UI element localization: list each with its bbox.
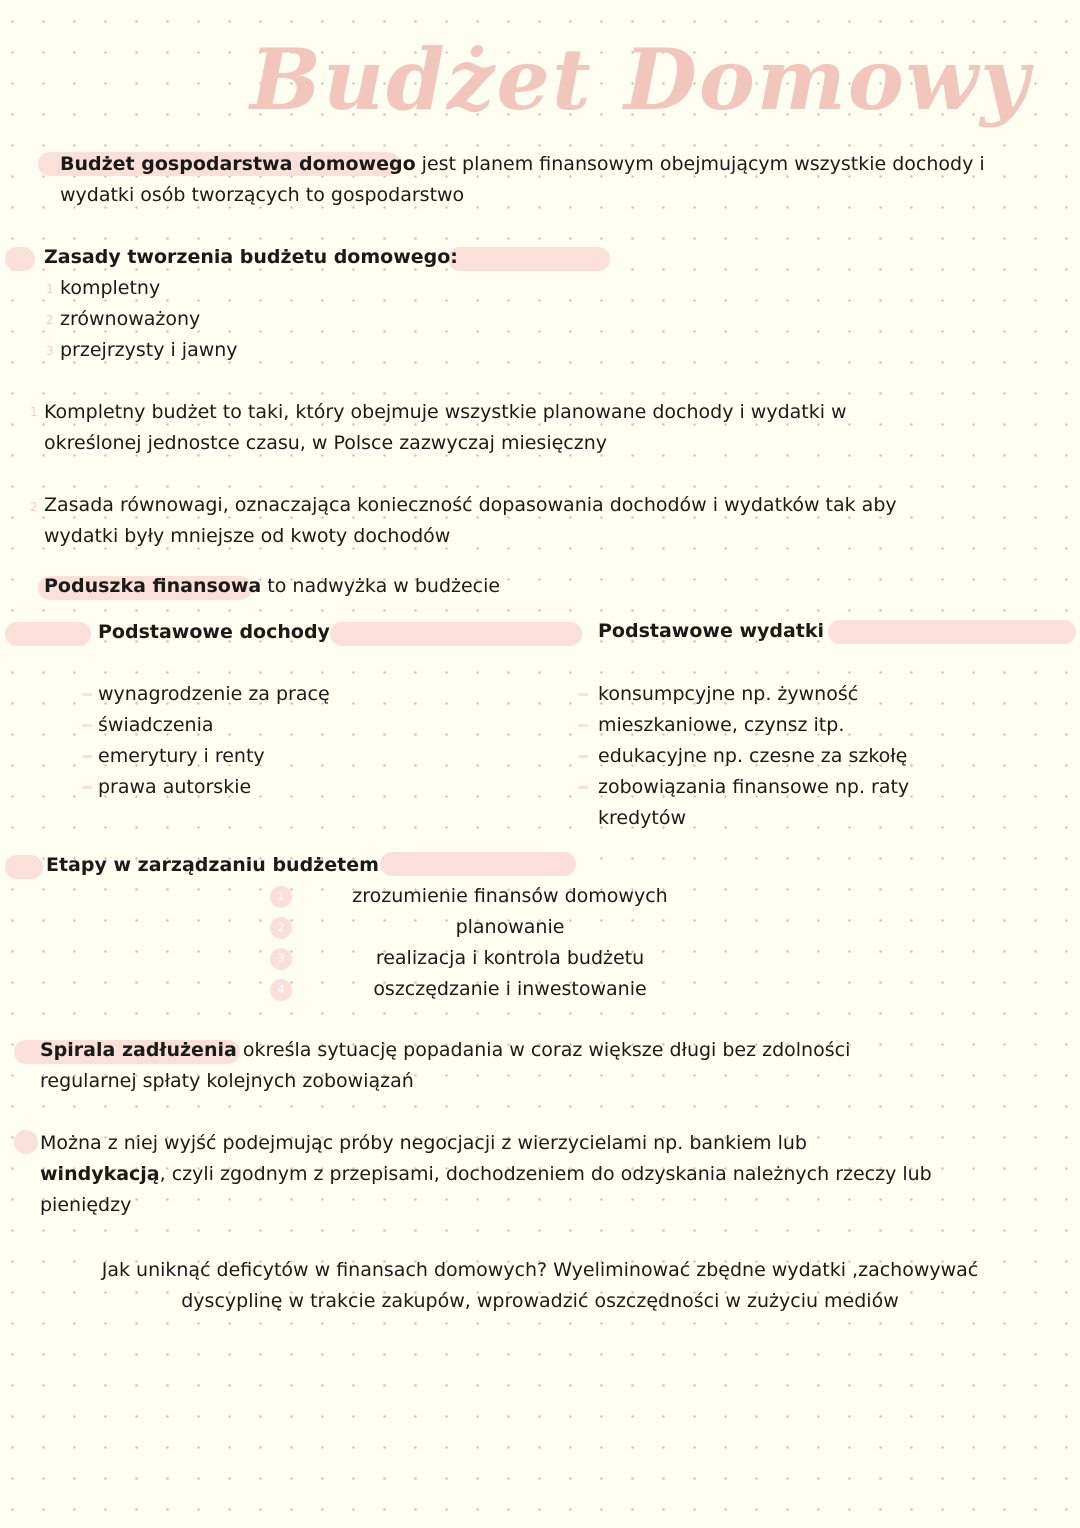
stage-item: realizacja i kontrola budżetu (375, 947, 645, 969)
dash (578, 693, 588, 696)
expense-item: edukacyjne np. czesne za szkołę (598, 745, 908, 767)
expense-item: zobowiązania finansowe np. raty (598, 776, 910, 798)
complete-line2: określonej jednostce czasu, w Polsce zazwyczaj miesięczny (44, 432, 608, 454)
spiral-line1 (40, 1035, 850, 1066)
highlight (5, 855, 43, 879)
dash (578, 786, 588, 789)
marker: 1 (30, 405, 38, 419)
exit-line2 (40, 1159, 932, 1190)
balance-line1: Zasada równowagi, oznaczająca konieczność dopasowania dochodów i wydatków tak aby (44, 494, 897, 516)
stage-item: zrozumienie finansów domowych (352, 885, 668, 907)
marker: 2 (30, 500, 38, 514)
income-item: prawa autorskie (98, 776, 252, 798)
highlight (828, 620, 1076, 644)
spiral-term: Spirala zadłużenia (40, 1039, 237, 1061)
highlight (5, 622, 91, 646)
balance-line2: wydatki były mniejsze od kwoty dochodów (44, 525, 451, 547)
dash (82, 755, 92, 758)
income-item: emerytury i renty (98, 745, 265, 767)
income-item: świadczenia (98, 714, 214, 736)
step-number: 2 (270, 917, 292, 939)
dash (578, 724, 588, 727)
expenses-heading: Podstawowe wydatki (598, 620, 825, 642)
cushion-term: Poduszka finansowa (44, 575, 262, 597)
principle-item: przejrzysty i jawny (60, 339, 238, 361)
spiral-text: określa sytuację popadania w coraz większe długi bez zdolności (236, 1039, 851, 1061)
deficit-line1: Jak uniknąć deficytów w finansach domowych? Wyeliminować zbędne wydatki ,zachowywać (101, 1259, 979, 1281)
highlight (5, 247, 35, 271)
principles-heading: Zasady tworzenia budżetu domowego: (44, 246, 458, 268)
marker: 1 (46, 282, 54, 296)
exit-line3: pieniędzy (40, 1194, 132, 1216)
principle-item: zrównoważony (60, 308, 201, 330)
page-title: Budżet Domowy (250, 30, 1031, 129)
cushion-text: to nadwyżka w budżecie (261, 575, 501, 597)
definition-line2: wydatki osób tworzących to gospodarstwo (60, 184, 465, 206)
dash (82, 724, 92, 727)
spiral-line2: regularnej spłaty kolejnych zobowiązań (40, 1070, 414, 1092)
step-number: 4 (270, 979, 292, 1001)
step-number: 3 (270, 948, 292, 970)
dash (578, 755, 588, 758)
exit-line1: Można z niej wyjść podejmując próby negocjacji z wierzycielami np. bankiem lub (40, 1132, 807, 1154)
exit-text: , czyli zgodnym z przepisami, dochodzeniem do odzyskania należnych rzeczy lub (159, 1163, 932, 1185)
deficit-line2: dyscyplinę w trakcie zakupów, wprowadzić oszczędności w zużyciu mediów (181, 1290, 899, 1312)
expense-item: konsumpcyjne np. żywność (598, 683, 859, 705)
stages-heading: Etapy w zarządzaniu budżetem (46, 854, 379, 876)
expense-item-cont: kredytów (598, 807, 687, 829)
definition-term: Budżet gospodarstwa domowego (60, 153, 416, 175)
highlight (380, 852, 576, 876)
principle-item: kompletny (60, 277, 161, 299)
dash (82, 693, 92, 696)
definition-line1 (60, 149, 985, 180)
step-number: 1 (270, 886, 292, 908)
dash (82, 786, 92, 789)
highlight (14, 1130, 38, 1154)
income-heading: Podstawowe dochody (98, 621, 330, 643)
definition-text: jest planem finansowym obejmującym wszystkie dochody i (415, 153, 985, 175)
complete-line1: Kompletny budżet to taki, który obejmuje wszystkie planowane dochody i wydatki w (44, 401, 847, 423)
income-item: wynagrodzenie za pracę (98, 683, 330, 705)
stage-item: planowanie (455, 916, 565, 938)
expense-item: mieszkaniowe, czynsz itp. (598, 714, 845, 736)
marker: 3 (46, 344, 54, 358)
cushion-line (44, 571, 500, 602)
stage-item: oszczędzanie i inwestowanie (373, 978, 647, 1000)
highlight (448, 247, 610, 271)
marker: 2 (46, 313, 54, 327)
exit-term: windykacją (40, 1163, 160, 1185)
highlight (330, 622, 582, 646)
